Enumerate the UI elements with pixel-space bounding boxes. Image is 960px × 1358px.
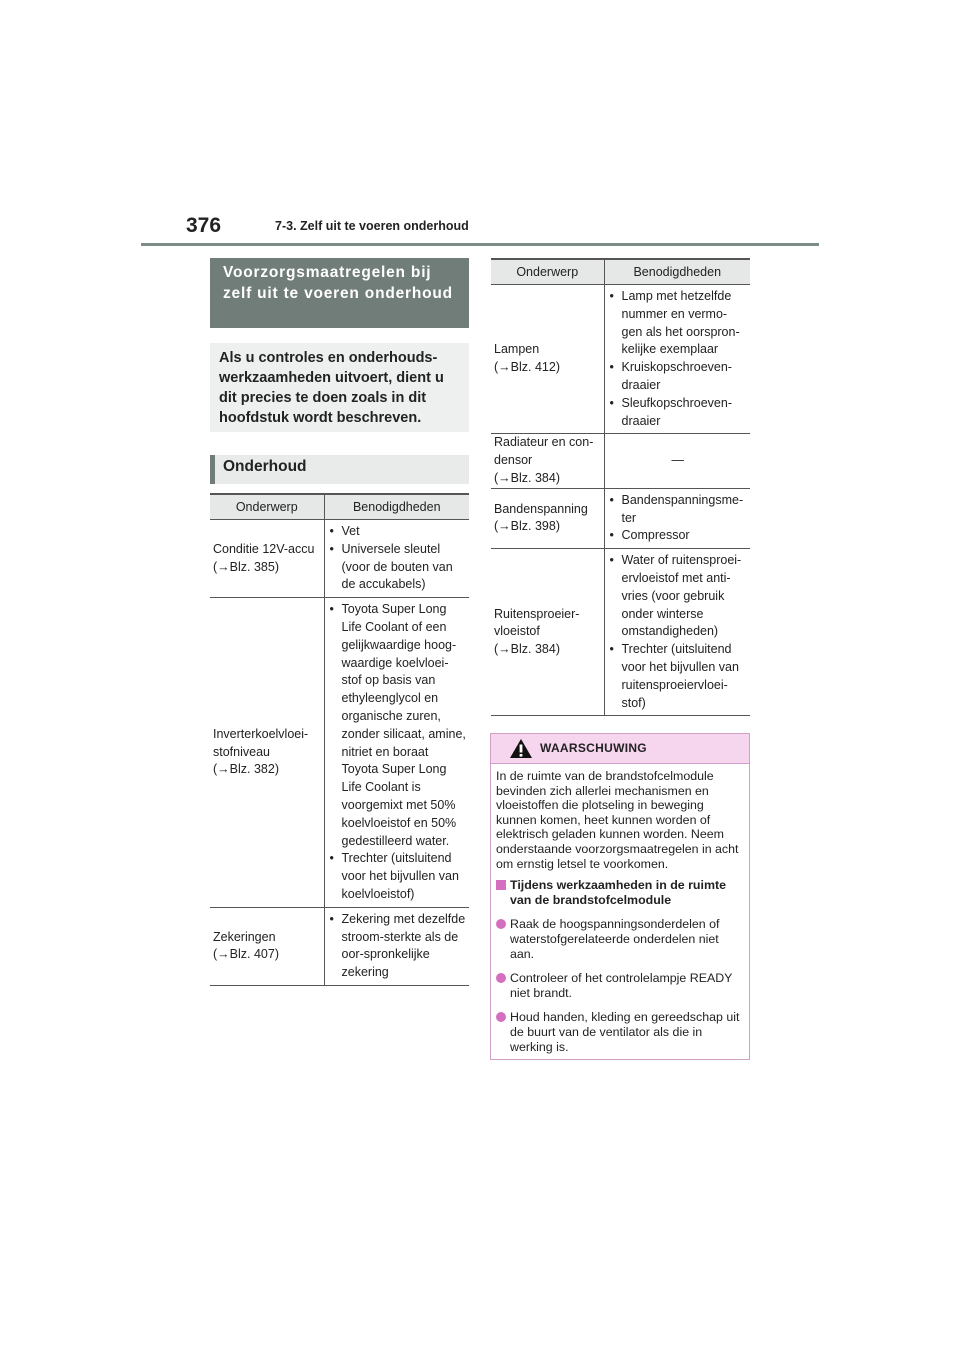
- section-title: Voorzorgsmaatregelen bij zelf uit te voeren onderhoud: [210, 258, 469, 328]
- subject-line: (→Blz. 412): [494, 360, 560, 375]
- subject-cell: [491, 549, 604, 716]
- tool-item: • Universele sleutel (voor de bouten van de accukabels): [329, 541, 467, 594]
- warning-heading-text: Tijdens werkzaamheden in de ruimte van de brandstofcelmodule: [510, 878, 726, 907]
- warning-item: [496, 971, 743, 1000]
- table-header-row: [491, 259, 750, 285]
- warning-label: WAARSCHUWING: [540, 741, 647, 755]
- tools-cell: [604, 488, 750, 548]
- subject-line: (→Blz. 384): [494, 470, 560, 485]
- subject-cell: [491, 285, 604, 434]
- subject-line: Zekeringen: [213, 929, 276, 944]
- tools-cell: [604, 285, 750, 434]
- tools-cell: [604, 549, 750, 716]
- circle-bullet-icon: [496, 973, 506, 983]
- circle-bullet-icon: [496, 919, 506, 929]
- column-header-tools: Benodigdheden: [604, 259, 750, 285]
- subject-line: vloeistof: [494, 624, 540, 639]
- warning-header: [491, 734, 749, 764]
- tool-item: • Lamp met hetzelfde nummer en vermo-gen als het oorspron-kelijke exemplaar: [609, 288, 748, 359]
- subject-line: Lampen: [494, 342, 540, 357]
- warning-item-text: Raak de hoogspanningsonderdelen of waterstofgerelateerde onderdelen niet aan.: [510, 917, 720, 961]
- column-header-tools: Benodigdheden: [324, 494, 469, 520]
- empty-dash: —: [671, 453, 684, 468]
- tool-item: • Sleufkopschroeven-draaier: [609, 395, 748, 431]
- tool-item: • Compressor: [609, 527, 748, 545]
- warning-item: [496, 1010, 743, 1054]
- warning-item: [496, 917, 743, 961]
- subject-cell: [491, 488, 604, 548]
- subject-line: Ruitensproeier-: [494, 606, 580, 621]
- table-row: [210, 598, 469, 908]
- table-row: [491, 549, 750, 716]
- header-rule: [141, 243, 819, 246]
- subject-line: stofniveau: [213, 744, 270, 759]
- tools-cell: [324, 520, 469, 598]
- intro-text: Als u controles en onderhouds-werkzaamheden uitvoert, dient u dit precies te doen zoals in dit hoofdstuk wordt beschreven.: [210, 343, 469, 432]
- maintenance-table-right: [491, 258, 750, 716]
- tools-cell: [324, 598, 469, 908]
- column-header-subject: Onderwerp: [210, 494, 324, 520]
- tool-item: • Kruiskopschroeven-draaier: [609, 359, 748, 395]
- table-row: [210, 907, 469, 985]
- warning-triangle-icon: [509, 738, 533, 759]
- warning-box: [490, 733, 750, 1060]
- tool-item: • Trechter (uitsluitend voor het bijvullen van koelvloeistof): [329, 850, 467, 903]
- square-bullet-icon: [496, 880, 506, 890]
- subject-line: Inverterkoelvloei-: [213, 726, 309, 741]
- section-reference: 7-3. Zelf uit te voeren onderhoud: [275, 219, 469, 233]
- warning-item-text: Controleer of het controlelampje READY niet brandt.: [510, 971, 733, 1000]
- tool-item: • Bandenspanningsme-ter: [609, 492, 748, 528]
- tool-item: • Toyota Super Long Life Coolant of een gelijkwaardige hoog-waardige koelvloei-stof op basis van ethyleenglycol en organische zuren, zonder silicaat, amine, nitriet en boraat Toyota Super Long Life Coolant is voorgemixt met 50% koelvloeistof en 50% gedestilleerd water.: [329, 601, 467, 850]
- warning-body: [491, 764, 749, 1054]
- subject-line: Bandenspanning: [494, 501, 588, 516]
- table-row: [491, 488, 750, 548]
- tool-item: • Water of ruitensproei-ervloeistof met anti-vries (voor gebruik onder winterse omstandigheden): [609, 552, 748, 641]
- page-number: 376: [186, 214, 222, 237]
- column-header-subject: Onderwerp: [491, 259, 604, 285]
- subject-cell: [210, 520, 324, 598]
- table-row: [491, 285, 750, 434]
- subject-line: (→Blz. 382): [213, 762, 279, 777]
- warning-item-text: Houd handen, kleding en gereedschap uit de buurt van de ventilator als die in werking is.: [510, 1010, 740, 1054]
- tools-cell: [324, 907, 469, 985]
- subject-line: densor: [494, 453, 533, 468]
- subject-line: Conditie 12V-accu: [213, 541, 315, 556]
- warning-heading: [496, 878, 743, 907]
- tool-item: • Vet: [329, 523, 467, 541]
- subject-cell: [210, 907, 324, 985]
- subject-line: (→Blz. 398): [494, 519, 560, 534]
- subject-cell: [491, 434, 604, 488]
- subject-line: Radiateur en con-: [494, 435, 594, 450]
- subject-line: (→Blz. 407): [213, 947, 279, 962]
- subheading: Onderhoud: [210, 455, 469, 484]
- subject-line: (→Blz. 384): [494, 642, 560, 657]
- table-header-row: [210, 494, 469, 520]
- table-row: [210, 520, 469, 598]
- tools-cell: [604, 434, 750, 488]
- circle-bullet-icon: [496, 1012, 506, 1022]
- table-row: [491, 434, 750, 488]
- tool-item: • Trechter (uitsluitend voor het bijvullen van ruitensproeiervloei-stof): [609, 641, 748, 712]
- tool-item: • Zekering met dezelfde stroom-sterkte als de oor-spronkelijke zekering: [329, 911, 467, 982]
- warning-intro: In de ruimte van de brandstofcelmodule bevinden zich allerlei mechanismen en vloeistoffen die plotseling in beweging kunnen komen, heet kunnen worden of elektrisch geladen kunnen worden. Neem onderstaande voorzorgsmaatregelen in acht om ernstig letsel te voorkomen.: [496, 769, 739, 871]
- subject-cell: [210, 598, 324, 908]
- subject-line: (→Blz. 385): [213, 559, 279, 574]
- maintenance-table-left: [210, 493, 469, 986]
